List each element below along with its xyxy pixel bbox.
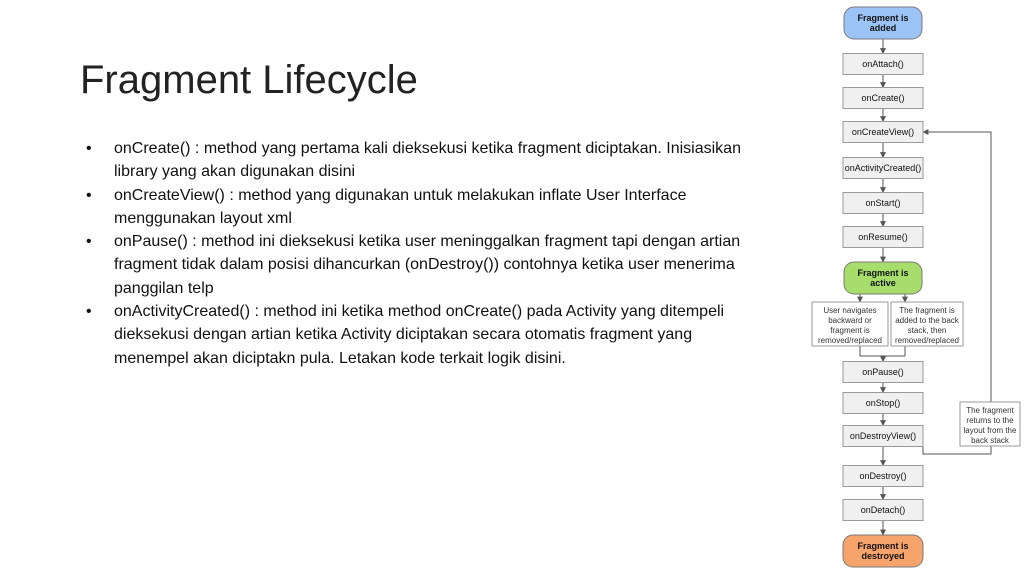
node-onActivityCreated bbox=[843, 158, 923, 179]
note-line: The fragment bbox=[966, 406, 1014, 415]
node-onCreateView bbox=[843, 122, 923, 143]
node-onDestroy bbox=[843, 466, 923, 487]
node-label: onAttach() bbox=[862, 59, 904, 69]
node-onPause bbox=[843, 362, 923, 383]
state-active bbox=[844, 262, 922, 294]
node-label: onStop() bbox=[865, 398, 901, 408]
node-onStart bbox=[843, 193, 923, 214]
state-destroyed bbox=[843, 535, 923, 567]
node-label: onStart() bbox=[865, 198, 901, 208]
note-line: stack, then bbox=[907, 326, 947, 335]
bullet-onpause: • onPause() : method ini dieksekusi ketika user meninggalkan fragment tapi dengan artian fragment tidak dalam posisi dihancurkan (onDestroy()) contohnya ketika user menerima panggilan telp bbox=[86, 230, 746, 300]
node-label: onDestroyView() bbox=[849, 431, 917, 441]
state-added bbox=[844, 7, 922, 39]
node-onResume bbox=[843, 227, 923, 248]
state-label: Fragment is bbox=[857, 13, 909, 23]
node-label: onPause() bbox=[862, 367, 904, 377]
note-user-navigates bbox=[812, 302, 888, 346]
bullet-oncreateview: • onCreateView() : method yang digunakan untuk melakukan inflate User Interface menggunakan layout xml bbox=[86, 184, 746, 231]
diagram-nodes bbox=[812, 7, 1020, 567]
note-line: returns to the bbox=[966, 416, 1014, 425]
node-onCreate bbox=[843, 88, 923, 109]
node-label: onResume() bbox=[858, 232, 908, 242]
node-label: onCreate() bbox=[861, 93, 905, 103]
node-onAttach bbox=[843, 54, 923, 75]
state-label: Fragment is bbox=[857, 268, 909, 278]
state-label: added bbox=[869, 23, 897, 33]
note-line: removed/replaced bbox=[894, 336, 960, 345]
node-onDetach bbox=[843, 500, 923, 521]
note-line: The fragment is bbox=[899, 306, 955, 315]
note-line: added to the back bbox=[895, 316, 959, 325]
node-onStop bbox=[843, 393, 923, 414]
state-label: destroyed bbox=[861, 551, 905, 561]
bullet-oncreate: • onCreate() : method yang pertama kali dieksekusi ketika fragment diciptakan. Inisiasikan library yang akan digunakan disini bbox=[86, 137, 746, 184]
note-back-stack bbox=[891, 302, 963, 346]
note-line: removed/replaced bbox=[817, 336, 883, 345]
note-returns-to-layout bbox=[960, 402, 1020, 446]
node-label: onDetach() bbox=[860, 505, 906, 515]
bullet-onactivitycreated: • onActivityCreated() : method ini ketika method onCreate() pada Activity yang ditempeli dieksekusi dengan artian ketika Activity diciptakan secara otomatis fragment yang menempel akan diciptakn pula. Letakan kode terkait logik disini. bbox=[86, 300, 746, 370]
node-onDestroyView bbox=[843, 426, 923, 447]
slide-title: Fragment Lifecycle bbox=[80, 58, 418, 102]
node-label: onDestroy() bbox=[859, 471, 907, 481]
note-line: User navigates bbox=[823, 306, 877, 315]
state-label: active bbox=[870, 278, 896, 288]
note-line: back stack bbox=[971, 436, 1009, 445]
note-line: backward or bbox=[828, 316, 872, 325]
node-label: onCreateView() bbox=[851, 127, 915, 137]
state-label: Fragment is bbox=[857, 541, 909, 551]
note-line: layout from the bbox=[963, 426, 1017, 435]
note-line: fragment is bbox=[830, 326, 870, 335]
node-label: onActivityCreated() bbox=[844, 163, 922, 173]
